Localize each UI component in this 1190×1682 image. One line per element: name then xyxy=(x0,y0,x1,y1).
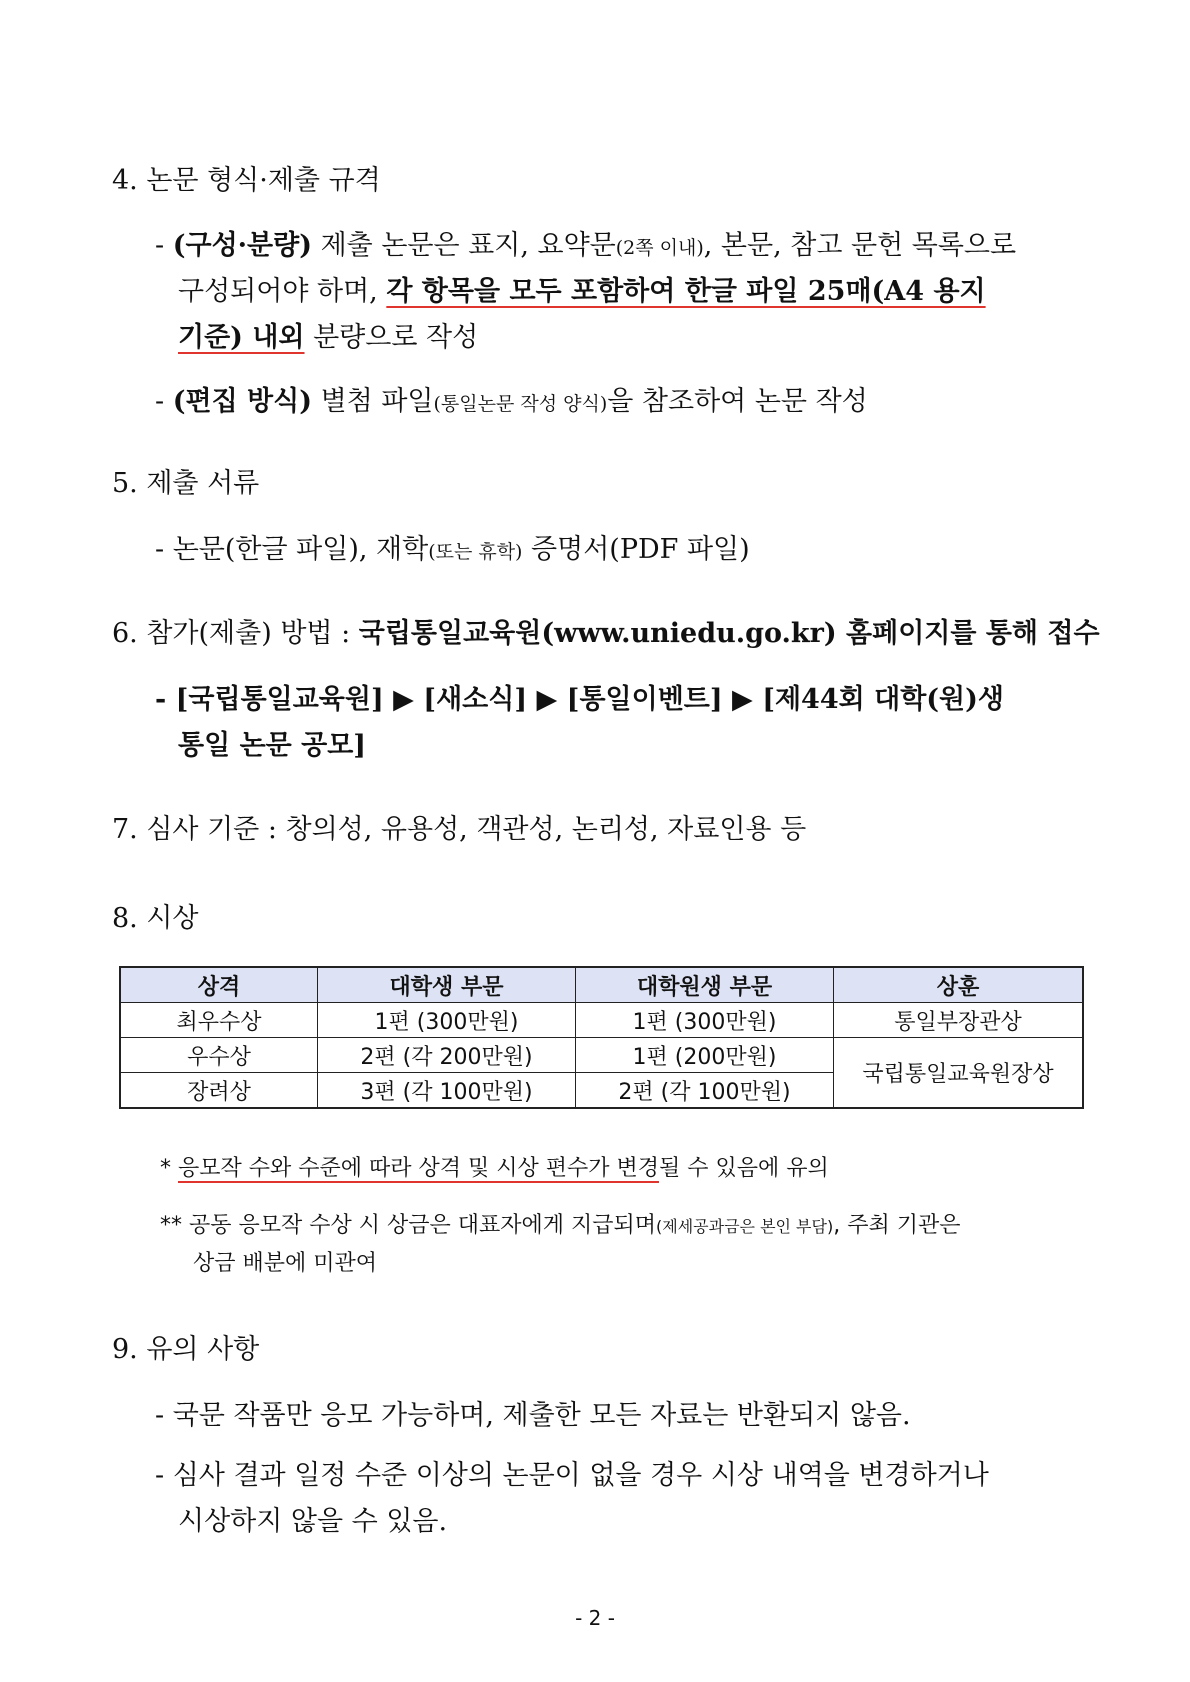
text: 을 참조하여 논문 작성 xyxy=(607,386,868,417)
text: 논문(한글 파일), 재학 xyxy=(164,534,429,565)
note-1 xyxy=(160,1151,829,1182)
table-cell: 1편 (300만원) xyxy=(576,1003,834,1038)
section-6-bullet-1-line-2: 통일 논문 공모] xyxy=(178,730,367,761)
table-row xyxy=(120,1038,1083,1073)
section-4-bullet-1-line-3 xyxy=(178,315,478,354)
table-cell: 국립통일교육원장상 xyxy=(834,1038,1084,1109)
section-4-bullet-2 xyxy=(155,379,868,418)
table-header-row xyxy=(120,967,1083,1003)
table-cell: 최우수상 xyxy=(120,1003,318,1038)
dash: - xyxy=(155,230,165,261)
asterisk: * xyxy=(160,1156,178,1181)
emphasis-underline: 각 항목을 모두 포함하여 한글 파일 25매(A4 용지 xyxy=(386,276,986,307)
dash: - xyxy=(155,684,167,715)
section-6-heading xyxy=(112,611,1100,650)
section-9-bullet-2-line-1: - 심사 결과 일정 수준 이상의 논문이 없을 경우 시상 내역을 변경하거나 xyxy=(155,1460,989,1491)
emphasis-underline: 응모작 수와 수준에 따라 상격 및 시상 편수가 변경 xyxy=(178,1156,659,1181)
section-4-bullet-1-line-2 xyxy=(178,269,986,308)
section-4-heading: 4. 논문 형식·제출 규격 xyxy=(112,165,381,196)
section-5-heading: 5. 제출 서류 xyxy=(112,468,260,499)
note-2-line-1 xyxy=(160,1208,960,1239)
table-row xyxy=(120,1003,1083,1038)
section-5-bullet-1 xyxy=(155,527,750,566)
text: 별첨 파일 xyxy=(312,386,434,417)
small-text: (2쪽 이내) xyxy=(615,237,704,259)
section-6-bullet-1-line-1 xyxy=(155,677,1004,716)
homepage-emphasis: 국립통일교육원(www.uniedu.go.kr) 홈페이지를 통해 접수 xyxy=(358,618,1100,649)
page-number: - 2 - xyxy=(575,1606,615,1630)
table-cell: 2편 (각 100만원) xyxy=(576,1073,834,1109)
dash: - xyxy=(155,386,165,417)
section-4-bullet-1-line-1 xyxy=(155,223,1016,262)
table-cell: 장려상 xyxy=(120,1073,318,1109)
emphasis-underline: 기준) 내외 xyxy=(178,322,305,353)
text: ** 공동 응모작 수상 시 상금은 대표자에게 지급되며 xyxy=(160,1213,656,1238)
section-7-heading: 7. 심사 기준 : 창의성, 유용성, 객관성, 논리성, 자료인용 등 xyxy=(112,814,807,845)
section-9-bullet-1: - 국문 작품만 응모 가능하며, 제출한 모든 자료는 반환되지 않음. xyxy=(155,1400,911,1431)
text: 될 수 있음에 유의 xyxy=(659,1156,829,1181)
table-header-cell: 대학원생 부문 xyxy=(576,967,834,1003)
section-9-heading: 9. 유의 사항 xyxy=(112,1334,260,1365)
dash: - xyxy=(155,534,165,565)
label-composition: (구성·분량) xyxy=(172,230,312,261)
table-cell: 통일부장관상 xyxy=(834,1003,1084,1038)
small-text: (통일논문 작성 양식) xyxy=(433,393,608,415)
table-header-cell: 상격 xyxy=(120,967,318,1003)
table-cell: 1편 (200만원) xyxy=(576,1038,834,1073)
text: , 주최 기관은 xyxy=(833,1213,961,1238)
small-text: (또는 휴학) xyxy=(428,541,523,563)
table-header-cell: 상훈 xyxy=(834,967,1084,1003)
section-8-heading: 8. 시상 xyxy=(112,903,199,934)
table-header-cell: 대학생 부문 xyxy=(318,967,576,1003)
text: 제출 논문은 표지, 요약문 xyxy=(312,230,616,261)
table-cell: 1편 (300만원) xyxy=(318,1003,576,1038)
menu-path: [국립통일교육원] ▶ [새소식] ▶ [통일이벤트] ▶ [제44회 대학(원)생 xyxy=(175,684,1004,715)
text: 증명서(PDF 파일) xyxy=(522,534,750,565)
prize-table xyxy=(119,966,1084,1109)
note-2-line-2: 상금 배분에 미관여 xyxy=(193,1251,378,1276)
text: 분량으로 작성 xyxy=(304,322,479,353)
table-cell: 우수상 xyxy=(120,1038,318,1073)
section-9-bullet-2-line-2: 시상하지 않을 수 있음. xyxy=(178,1506,448,1537)
small-text: (제세공과금은 본인 부담) xyxy=(656,1217,834,1236)
label-editing: (편집 방식) xyxy=(172,386,312,417)
table-cell: 2편 (각 200만원) xyxy=(318,1038,576,1073)
text: 6. 참가(제출) 방법 : xyxy=(112,618,359,649)
table-cell: 3편 (각 100만원) xyxy=(318,1073,576,1109)
text: , 본문, 참고 문헌 목록으로 xyxy=(703,230,1017,261)
text: 구성되어야 하며, xyxy=(178,276,387,307)
